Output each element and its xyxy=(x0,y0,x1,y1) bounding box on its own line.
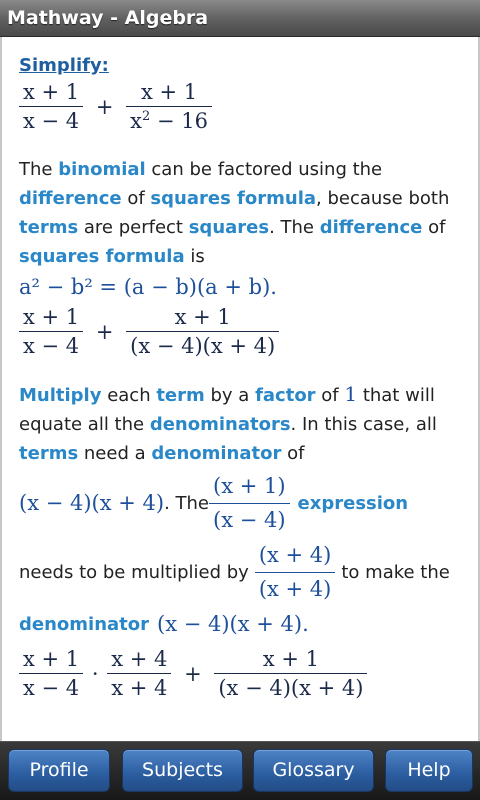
problem-fraction-1: $\frac{x + 1}{x - 4}$ xyxy=(19,80,83,133)
term-binomial[interactable]: binomial xyxy=(58,159,146,180)
term-terms-2[interactable]: terms xyxy=(19,443,79,464)
problem-heading: Simplify: xyxy=(19,55,109,76)
step2-explanation: Multiply each term by a factor of 1 that will equate all the denominators. In this case, all terms need a denominator of xyxy=(19,382,437,464)
term-expression[interactable]: expression xyxy=(297,493,409,514)
tab-subjects[interactable]: Subjects xyxy=(122,749,243,792)
term-squares-formula-2[interactable]: squares formula xyxy=(19,246,185,267)
tab-glossary[interactable]: Glossary xyxy=(253,749,374,792)
term-denominator[interactable]: denominator xyxy=(151,443,282,464)
problem-fraction-2: $\frac{x + 1}{x^2 - 16}$ xyxy=(126,80,212,133)
step2-line-multiply: needs to be multiplied by $\frac{(x + 4)}{(x + 4)}$ to make the xyxy=(19,541,459,604)
tab-help[interactable]: Help xyxy=(385,749,473,792)
tab-profile[interactable]: Profile xyxy=(8,749,110,792)
term-squares-formula[interactable]: squares formula xyxy=(150,188,317,209)
term-denominator-2[interactable]: denominator xyxy=(19,614,150,635)
step1-explanation: The binomial can be factored using the difference of squares formula, because both terms are perfect squares. The difference of squares formula is xyxy=(19,159,450,267)
plus-operator: + xyxy=(95,94,114,119)
term-factor[interactable]: factor xyxy=(255,385,316,406)
step2-result: $\frac{x + 1}{x - 4}$ · $\frac{x + 4}{x + 4}$ + $\frac{x + 1}{(x - 4)(x + 4)}$ xyxy=(19,647,478,700)
term-multiply[interactable]: Multiply xyxy=(19,385,102,406)
term-difference[interactable]: difference xyxy=(19,188,122,209)
squares-formula: a² − b² = (a − b)(a + b). xyxy=(19,275,277,299)
app-title: Mathway - Algebra xyxy=(7,7,209,29)
expression-fraction: $\frac{(x + 1)}{(x - 4)}$ xyxy=(209,472,290,535)
term-difference-2[interactable]: difference xyxy=(319,217,423,238)
term-term[interactable]: term xyxy=(156,385,205,406)
solution-content[interactable] xyxy=(0,37,480,741)
bottom-nav-bar xyxy=(0,741,480,800)
step1-result: $\frac{x + 1}{x - 4}$ + $\frac{x + 1}{(x - 4)(x + 4)}$ xyxy=(19,305,478,358)
app-title-bar xyxy=(0,0,480,37)
term-denominators[interactable]: denominators xyxy=(149,414,291,435)
problem-expression xyxy=(19,80,478,133)
step2-line-expression: (x − 4)(x + 4) . The $\frac{(x + 1)}{(x - 4)}$ expression xyxy=(19,472,459,535)
term-terms[interactable]: terms xyxy=(19,217,79,238)
term-squares[interactable]: squares xyxy=(188,217,270,238)
step2-line-denominator: denominator (x − 4)(x + 4). xyxy=(19,610,459,639)
multiplier-fraction: $\frac{(x + 4)}{(x + 4)}$ xyxy=(255,541,336,604)
